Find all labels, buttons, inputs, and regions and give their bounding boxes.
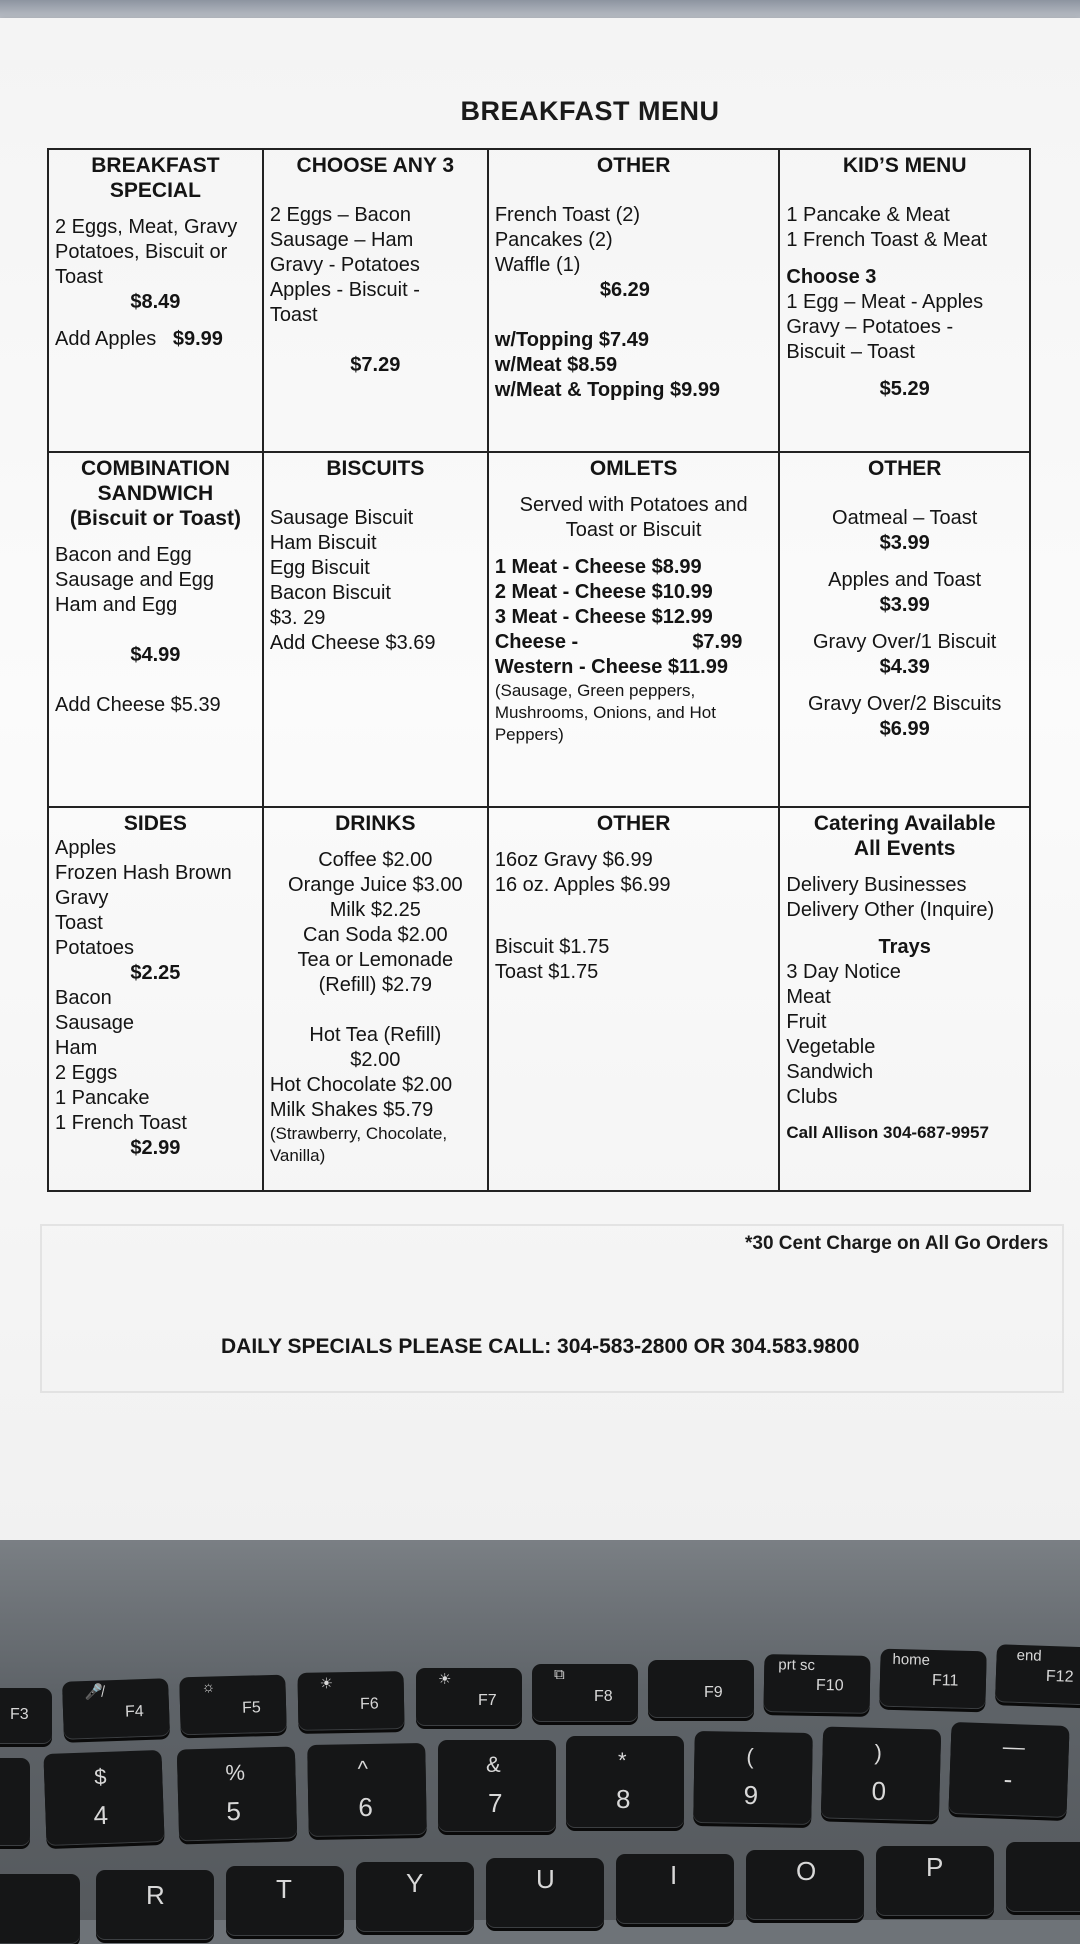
key-t[interactable] [226, 1866, 344, 1936]
key-label: 7 [488, 1788, 503, 1818]
menu-line: Apples - Biscuit - [269, 279, 420, 301]
price: $6.29 [599, 279, 650, 301]
menu-line: 2 Eggs [55, 1061, 118, 1084]
key-label: 8 [616, 1784, 631, 1814]
key-f9[interactable] [648, 1660, 754, 1718]
menu-line: Waffle (1) [494, 254, 581, 276]
other-1-cell [488, 149, 780, 452]
menu-title: BREAKFAST MENU [460, 96, 720, 126]
key-f12[interactable] [995, 1644, 1080, 1706]
brightness-up-icon: ☀ [319, 1675, 334, 1693]
combination-heading: COMBINATION [80, 457, 230, 481]
menu-line: Potatoes [55, 936, 134, 959]
menu-line: 3 Meat - Cheese $12.99 [494, 606, 713, 629]
menu-line: Milk Shakes $5.79 [269, 1098, 434, 1121]
key-label: F12 [1045, 1667, 1074, 1686]
add-apples-label: Add Apples [55, 328, 157, 350]
catering-cell [779, 807, 1030, 1191]
menu-line: Sausage – Ham [269, 229, 414, 251]
key-label: 0 [871, 1775, 887, 1807]
other-3-cell [488, 807, 780, 1191]
menu-line: Coffee $2.00 [318, 848, 433, 871]
menu-line: Hot Chocolate $2.00 [269, 1073, 453, 1096]
menu-line: Toast [269, 304, 318, 326]
key-f3[interactable] [0, 1688, 52, 1744]
breakfast-special-cell [48, 149, 263, 452]
key-f5[interactable] [179, 1675, 286, 1736]
kids-menu-heading: KID’S MENU [842, 154, 967, 177]
menu-line: Sausage Biscuit [269, 507, 414, 530]
shake-note: Vanilla) [269, 1145, 326, 1165]
key-shift-label: $ [93, 1763, 107, 1790]
key-top-label: home [892, 1650, 931, 1669]
key-label: F9 [704, 1684, 723, 1701]
price: $4.99 [130, 644, 181, 667]
key-label: 4 [93, 1799, 109, 1831]
key-label: F3 [10, 1706, 29, 1723]
key-7[interactable] [438, 1740, 556, 1832]
brightness-down-icon: ☼ [201, 1678, 216, 1696]
choose-heading: Choose 3 [786, 266, 877, 288]
menu-line: 1 French Toast & Meat [786, 229, 988, 251]
catering-heading: Catering Available [813, 811, 996, 835]
cheese-price: $7.99 [692, 631, 743, 654]
key-9[interactable] [693, 1731, 813, 1825]
menu-line: 1 French Toast [55, 1111, 187, 1134]
key-top-label: end [1016, 1646, 1042, 1665]
menu-line: Bacon [55, 986, 112, 1009]
menu-line: 2 Eggs – Bacon [269, 204, 412, 226]
price: $5.29 [879, 378, 930, 400]
key-label: R [146, 1880, 165, 1910]
key-f11[interactable] [879, 1649, 986, 1710]
menu-line: French Toast (2) [494, 204, 641, 226]
key-shift-label: ( [746, 1743, 754, 1770]
key-label: F6 [359, 1695, 379, 1713]
menu-item-name: Gravy Over/2 Biscuits [807, 693, 1002, 716]
menu-line: 1 Pancake & Meat [786, 204, 950, 226]
key-f7[interactable] [416, 1668, 522, 1726]
other-3-heading: OTHER [596, 811, 671, 835]
menu-line: w/Meat & Topping $9.99 [494, 379, 721, 401]
menu-line: 2 Meat - Cheese $10.99 [494, 581, 713, 604]
menu-line: Fruit [786, 1010, 827, 1033]
menu-line: w/Topping $7.49 [494, 329, 649, 351]
trays-heading: Trays [878, 935, 931, 958]
key-minus[interactable] [948, 1722, 1069, 1818]
key-label: F11 [931, 1671, 959, 1690]
key-shift-label: ) [874, 1739, 883, 1766]
key-label: F8 [594, 1688, 613, 1705]
catering-heading: All Events [853, 836, 956, 860]
laptop-keyboard [0, 1540, 1080, 1920]
menu-line: Orange Juice $3.00 [288, 873, 463, 896]
add-apples-price: $9.99 [172, 328, 223, 350]
menu-line: Hot Tea (Refill) [309, 1023, 442, 1046]
key-shift-label: — [1002, 1733, 1026, 1760]
menu-line: Frozen Hash Brown [55, 861, 232, 884]
daily-specials-line: DAILY SPECIALS PLEASE CALL: 304-583-2800 OR 304.583.9800 [221, 1335, 860, 1358]
drinks-cell [263, 807, 488, 1191]
price: $2.25 [130, 961, 181, 984]
key-shift-label: ^ [357, 1755, 369, 1782]
menu-line: Meat [786, 985, 831, 1008]
breakfast-special-heading: BREAKFAST SPECIAL [91, 154, 220, 202]
key-i[interactable] [616, 1854, 734, 1924]
key-label: U [536, 1864, 555, 1894]
key-label: P [926, 1852, 944, 1882]
menu-item-price: $6.99 [879, 718, 930, 741]
menu-line: Clubs [786, 1085, 838, 1108]
menu-line: Gravy – Potatoes - [786, 316, 954, 338]
menu-line: Toast or Biscuit [565, 519, 702, 542]
key-e[interactable] [0, 1874, 80, 1944]
key-6[interactable] [307, 1743, 427, 1837]
display-switch-icon: ⧉ [554, 1666, 565, 1683]
key-r[interactable] [96, 1870, 214, 1940]
key-label: - [1003, 1763, 1013, 1795]
menu-line: Egg Biscuit [269, 557, 370, 580]
menu-line: Potatoes, Biscuit or [55, 241, 228, 263]
key-8[interactable] [566, 1736, 684, 1828]
key-y[interactable] [356, 1862, 474, 1932]
key-label: F7 [478, 1692, 497, 1709]
choose-any-3-heading: CHOOSE ANY 3 [296, 154, 455, 177]
menu-line: 1 Egg – Meat - Apples [786, 291, 984, 313]
menu-line: 16oz Gravy $6.99 [494, 848, 653, 871]
other-2-heading: OTHER [867, 457, 942, 481]
key-f4[interactable] [62, 1678, 170, 1740]
biscuits-cell [263, 452, 488, 806]
menu-item-price: $3.99 [879, 594, 930, 617]
go-orders-note: *30 Cent Charge on All Go Orders [745, 1233, 1049, 1254]
menu-line: 3 Day Notice [786, 960, 901, 983]
menu-line: Bacon and Egg [55, 544, 192, 567]
price: $2.99 [130, 1136, 181, 1159]
choose-any-3-cell [263, 149, 488, 452]
menu-grid [47, 148, 1031, 1192]
menu-line: Gravy [55, 886, 109, 909]
menu-line: $2.00 [350, 1048, 401, 1071]
menu-item-price: $3.99 [879, 532, 930, 555]
menu-line: Served with Potatoes and [519, 494, 748, 517]
menu-line: Tea or Lemonade [297, 948, 454, 971]
key-label: F4 [124, 1703, 145, 1721]
menu-line: Toast $1.75 [494, 960, 599, 983]
key-3[interactable] [0, 1758, 30, 1846]
sides-cell [48, 807, 263, 1191]
key-bracket[interactable] [1006, 1842, 1080, 1912]
menu-line: Delivery Other (Inquire) [786, 898, 995, 921]
menu-item-name: Gravy Over/1 Biscuit [812, 631, 997, 654]
menu-line: w/Meat $8.59 [494, 354, 618, 376]
kids-menu-cell [779, 149, 1030, 452]
key-0[interactable] [821, 1726, 941, 1821]
key-f8[interactable] [532, 1664, 638, 1722]
menu-line: Can Soda $2.00 [303, 923, 448, 946]
other-1-heading: OTHER [596, 154, 671, 177]
western: Western - Cheese $11.99 [494, 656, 728, 679]
menu-line: 2 Eggs, Meat, Gravy [55, 216, 238, 238]
key-label: T [276, 1874, 292, 1904]
combination-heading: (Biscuit or Toast) [69, 507, 241, 531]
menu-line: Sausage and Egg [55, 569, 215, 592]
menu-line: Gravy - Potatoes [269, 254, 420, 276]
menu-line: Milk $2.25 [329, 898, 421, 921]
key-label: O [796, 1856, 817, 1886]
key-label: F10 [815, 1676, 844, 1695]
menu-line: Ham [55, 1036, 98, 1059]
add-cheese: Add Cheese $5.39 [55, 694, 221, 717]
key-shift-label: * [618, 1748, 627, 1773]
combination-heading: SANDWICH [97, 482, 214, 506]
key-top-label: prt sc [778, 1656, 816, 1674]
drinks-heading: DRINKS [335, 811, 416, 835]
other-2-cell [779, 452, 1030, 806]
key-p[interactable] [876, 1846, 994, 1916]
biscuits-heading: BISCUITS [326, 457, 425, 481]
cheese-label: Cheese - [494, 631, 579, 654]
sides-heading: SIDES [123, 811, 187, 835]
key-shift-label: & [486, 1752, 501, 1777]
combination-cell [48, 452, 263, 806]
western-note: Peppers) [494, 725, 564, 745]
omlets-heading: OMLETS [589, 457, 678, 481]
western-note: (Sausage, Green peppers, [494, 681, 696, 701]
key-u[interactable] [486, 1858, 604, 1928]
menu-item-price: $4.39 [879, 656, 930, 679]
key-label: Y [406, 1868, 424, 1898]
mic-mute-icon: 🎤̸ [84, 1683, 104, 1702]
key-label: 9 [743, 1779, 759, 1811]
menu-line: Sandwich [786, 1060, 874, 1083]
menu-line: Biscuit – Toast [786, 341, 915, 363]
menu-line: Biscuit $1.75 [494, 935, 610, 958]
menu-line: Apples [55, 836, 117, 859]
key-f6[interactable] [298, 1671, 405, 1731]
key-label: F5 [241, 1699, 261, 1717]
brightness-icon: ☀ [438, 1671, 452, 1688]
price: $8.49 [130, 291, 181, 313]
key-o[interactable] [746, 1850, 864, 1920]
price: $7.29 [350, 354, 401, 376]
key-shift-label: % [225, 1759, 246, 1786]
menu-line: Sausage [55, 1011, 134, 1034]
key-4[interactable] [43, 1750, 164, 1846]
key-label: 6 [358, 1791, 374, 1823]
western-note: Mushrooms, Onions, and Hot [494, 703, 716, 723]
omlets-cell [488, 452, 780, 806]
menu-line: Bacon Biscuit [269, 582, 391, 605]
key-label: 5 [226, 1795, 242, 1827]
menu-line: 16 oz. Apples $6.99 [494, 873, 671, 896]
shake-note: (Strawberry, Chocolate, [269, 1123, 448, 1143]
key-5[interactable] [177, 1746, 297, 1841]
menu-line: Pancakes (2) [494, 229, 613, 251]
menu-item-name: Apples and Toast [828, 569, 982, 592]
menu-line: Delivery Businesses [786, 873, 967, 896]
menu-line: (Refill) $2.79 [318, 973, 433, 996]
key-f10[interactable] [764, 1654, 871, 1714]
menu-item-name: Oatmeal – Toast [832, 507, 978, 530]
price: $3. 29 [269, 607, 326, 630]
menu-line: Vegetable [786, 1035, 876, 1058]
call-allison: Call Allison 304-687-9957 [786, 1122, 989, 1142]
key-label: I [670, 1860, 678, 1890]
menu-line: Toast [55, 266, 103, 288]
menu-line: Ham Biscuit [269, 532, 377, 555]
add-cheese: Add Cheese $3.69 [269, 632, 436, 655]
menu-line: 1 Meat - Cheese $8.99 [494, 556, 702, 579]
menu-line: Toast [55, 911, 103, 934]
menu-line: Ham and Egg [55, 594, 178, 617]
menu-line: 1 Pancake [55, 1086, 150, 1109]
